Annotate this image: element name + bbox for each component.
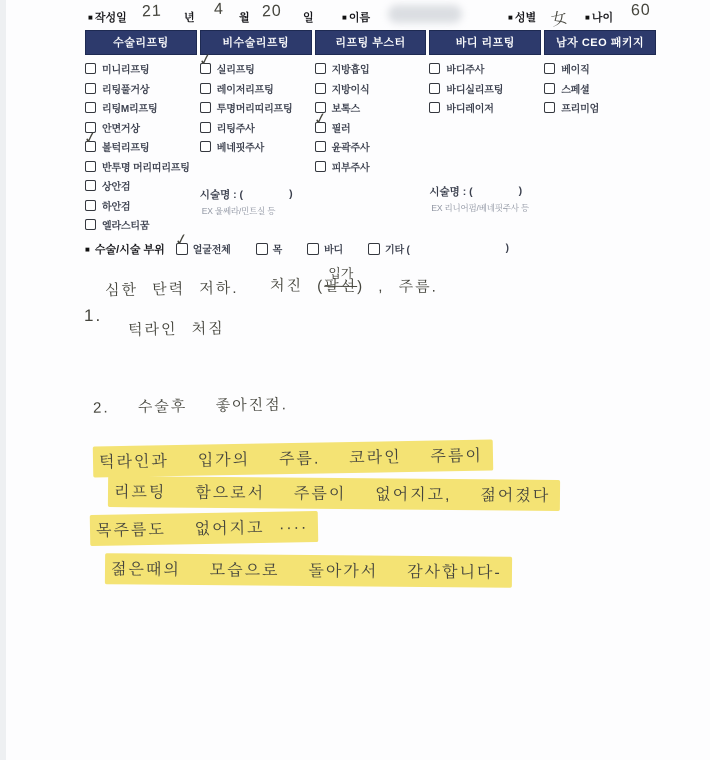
- other-close-paren: ): [505, 243, 509, 255]
- checkbox-label: 엘라스티꿈: [102, 221, 150, 233]
- header-body-lifting: 바디 리프팅: [429, 30, 541, 55]
- date-day-value: 20: [261, 2, 283, 21]
- bullet-square-icon: ■: [88, 13, 93, 22]
- checkbox-label: 지방이식: [331, 84, 370, 96]
- checkbox-icon[interactable]: [200, 141, 211, 152]
- checkbox-label: 미니리프팅: [102, 65, 150, 77]
- checkbox-icon[interactable]: [173, 230, 190, 255]
- checkbox-icon[interactable]: [200, 102, 211, 113]
- procedure-label: 시술명 : (: [199, 188, 244, 201]
- checkbox-item[interactable]: [315, 137, 427, 157]
- checkbox-label: 하안검: [102, 201, 131, 213]
- checkbox-label: 피부주사: [331, 162, 370, 174]
- checkbox-icon[interactable]: [82, 129, 99, 152]
- checkbox-icon[interactable]: [312, 109, 329, 133]
- checkbox-icon[interactable]: [544, 63, 555, 74]
- checkbox-icon[interactable]: [429, 102, 440, 113]
- checkbox-label: 바디: [324, 245, 344, 257]
- checkbox-item[interactable]: [544, 59, 656, 79]
- checkbox-label: 레이저리프팅: [216, 84, 274, 96]
- checkbox-label: 상안검: [102, 182, 131, 194]
- checkbox-item[interactable]: [200, 79, 312, 99]
- checkbox-item[interactable]: [315, 157, 427, 177]
- checkbox-icon[interactable]: [85, 63, 96, 74]
- column-mens-ceo-package: [544, 59, 656, 235]
- procedure-hint: EX 리니어펌/베네핏주사 등: [431, 202, 529, 213]
- checkbox-icon[interactable]: [429, 83, 440, 94]
- checkbox-columns: [82, 51, 656, 235]
- age-value: 60: [630, 1, 652, 20]
- checkbox-icon[interactable]: [85, 83, 96, 94]
- checkbox-icon[interactable]: [544, 83, 555, 94]
- note-complaint-left: 심한 탄력 저하.: [104, 279, 239, 300]
- checkbox-label: 기타 (: [385, 245, 410, 257]
- checkbox-item[interactable]: [544, 79, 656, 99]
- checkbox-icon[interactable]: [256, 243, 268, 255]
- checkbox-item[interactable]: [429, 98, 541, 118]
- area-option-other[interactable]: [368, 239, 509, 259]
- treatment-area-row: [85, 230, 685, 259]
- header-mens-ceo-package: 남자 CEO 패키지: [544, 30, 656, 55]
- form-meta-row: [0, 0, 710, 30]
- checkbox-icon[interactable]: [544, 102, 555, 113]
- checkbox-label: 스페셜: [561, 84, 590, 96]
- age-label: ■ 나이: [585, 12, 614, 24]
- procedure-name-field: [200, 187, 312, 217]
- checkbox-label: 리팅풀거상: [102, 84, 150, 96]
- checkbox-item[interactable]: [85, 176, 197, 196]
- column-nonsurgical-lifting: [197, 51, 312, 235]
- correction-above: 입가: [328, 265, 354, 281]
- checkbox-icon[interactable]: [315, 161, 326, 172]
- area-option-face[interactable]: [173, 230, 231, 259]
- checkbox-item[interactable]: [200, 137, 312, 157]
- checkbox-label: 바디실리프팅: [446, 84, 504, 96]
- checkbox-icon[interactable]: [85, 180, 96, 191]
- checkbox-icon[interactable]: [315, 63, 326, 74]
- checkbox-label: 베이직: [561, 65, 590, 77]
- checkbox-label: 얼굴전체: [192, 245, 231, 257]
- highlighted-note-2: 리프팅 함으로서 주름이 없어지고, 젊어졌다: [108, 476, 560, 511]
- note-complaint-right: 처진 (팔선 입가 ) , 주름.: [270, 274, 438, 296]
- check-mark-icon: ✓: [82, 129, 99, 149]
- checkbox-item[interactable]: [85, 59, 197, 79]
- checkbox-item[interactable]: [315, 59, 427, 79]
- bullet-square-icon: ■: [508, 13, 513, 22]
- checkbox-label: 리팅M리프팅: [102, 104, 158, 116]
- highlighted-note-1: 턱라인과 입가의 주름. 코라인 주름이: [93, 440, 493, 478]
- check-mark-icon: ✓: [173, 230, 190, 250]
- note-jawline-sagging: 턱라인 처짐: [127, 320, 225, 339]
- checkbox-label: 목: [272, 245, 283, 257]
- column-body-lifting: [429, 59, 541, 235]
- checkbox-label: 볼턱리프팅: [102, 143, 150, 155]
- procedure-name-field: [429, 184, 541, 214]
- checkbox-label: 바디레이저: [446, 104, 494, 116]
- bullet-square-icon: ■: [85, 244, 90, 254]
- check-mark-icon: ✓: [197, 51, 214, 71]
- header-lifting-booster: 리프팅 부스터: [315, 30, 427, 55]
- checkbox-item[interactable]: [200, 118, 312, 138]
- checkbox-item[interactable]: [85, 157, 197, 177]
- header-surgical-lifting: 수술리프팅: [85, 30, 197, 55]
- highlighted-note-4: 젊은때의 모습으로 돌아가서 감사합니다-: [105, 553, 512, 588]
- checkbox-item[interactable]: [85, 98, 197, 118]
- checkbox-icon[interactable]: [307, 243, 319, 255]
- struck-out-word: 팔선 입가: [324, 278, 357, 295]
- checkbox-label: 윤곽주사: [331, 143, 370, 155]
- checkbox-label: 바디주사: [446, 65, 485, 77]
- bullet-square-icon: ■: [585, 13, 590, 22]
- month-suffix: 월: [239, 12, 250, 24]
- checkbox-label: 투명머리띠리프팅: [216, 104, 293, 116]
- checkbox-label: 안면거상: [102, 123, 140, 135]
- checkbox-item[interactable]: [429, 59, 541, 79]
- note-section-2: 2. 수술후 좋아진점.: [92, 396, 288, 417]
- year-suffix: 년: [184, 12, 195, 24]
- checkbox-icon[interactable]: [85, 102, 96, 113]
- scan-edge-shadow: [0, 0, 6, 760]
- category-header-row: [85, 30, 656, 55]
- checkbox-label: 베네핏주사: [216, 143, 265, 155]
- header-nonsurgical-lifting: 비수술리프팅: [200, 30, 312, 55]
- date-label: ■ 작성일: [88, 12, 127, 24]
- procedure-close-paren: ): [289, 188, 293, 200]
- checkbox-icon[interactable]: [85, 200, 96, 211]
- redacted-name-value: [388, 5, 462, 23]
- area-option-neck[interactable]: [256, 239, 282, 259]
- name-label: ■ 이름: [342, 12, 371, 24]
- checkbox-item[interactable]: [315, 79, 427, 99]
- highlighted-note-3: 목주름도 없어지고 ····: [90, 511, 319, 546]
- checkbox-label: 보톡스: [331, 104, 360, 116]
- date-year-value: 21: [141, 2, 163, 21]
- checkbox-item[interactable]: [544, 98, 656, 118]
- gender-label: ■ 성별: [508, 12, 537, 24]
- checkbox-item[interactable]: [85, 196, 197, 216]
- checkbox-icon[interactable]: [197, 51, 214, 74]
- gender-value: 女: [549, 9, 571, 30]
- checkbox-label: 리팅주사: [216, 123, 255, 135]
- check-mark-icon: ✓: [312, 109, 329, 129]
- checkbox-icon[interactable]: [200, 122, 211, 133]
- procedure-close-paren: ): [518, 185, 523, 197]
- area-option-body[interactable]: [307, 239, 343, 259]
- checkbox-item[interactable]: [429, 79, 541, 99]
- day-suffix: 일: [303, 12, 314, 24]
- checkbox-icon[interactable]: [85, 161, 96, 172]
- checkbox-item[interactable]: [85, 118, 197, 138]
- checkbox-icon[interactable]: [200, 83, 211, 94]
- bullet-square-icon: ■: [342, 13, 347, 22]
- checkbox-item[interactable]: [197, 51, 312, 79]
- checkbox-icon[interactable]: [429, 63, 440, 74]
- checkbox-item[interactable]: [85, 79, 197, 99]
- treatment-area-label: ■ 수술/시술 부위: [85, 243, 165, 256]
- checkbox-item[interactable]: [200, 98, 312, 118]
- checkbox-icon[interactable]: [315, 141, 326, 152]
- checkbox-icon[interactable]: [315, 83, 326, 94]
- column-lifting-booster: [312, 59, 427, 235]
- procedure-hint: EX 울쎄라/민트실 등: [201, 205, 276, 216]
- checkbox-label: 실리프팅: [216, 65, 255, 77]
- checkbox-icon[interactable]: [368, 243, 380, 255]
- checkbox-label: 프리미엄: [561, 104, 600, 116]
- note-number-1: 1.: [84, 306, 103, 325]
- procedure-label: 시술명 : (: [429, 185, 473, 198]
- date-month-value: 4: [213, 0, 225, 19]
- checkbox-label: 지방흡입: [331, 65, 370, 77]
- checkbox-item[interactable]: [315, 98, 427, 118]
- column-surgical-lifting: [82, 59, 197, 235]
- checkbox-label: 필러: [331, 123, 351, 135]
- checkbox-icon[interactable]: [85, 219, 96, 230]
- checkbox-label: 반투명 머리띠리프팅: [102, 162, 190, 174]
